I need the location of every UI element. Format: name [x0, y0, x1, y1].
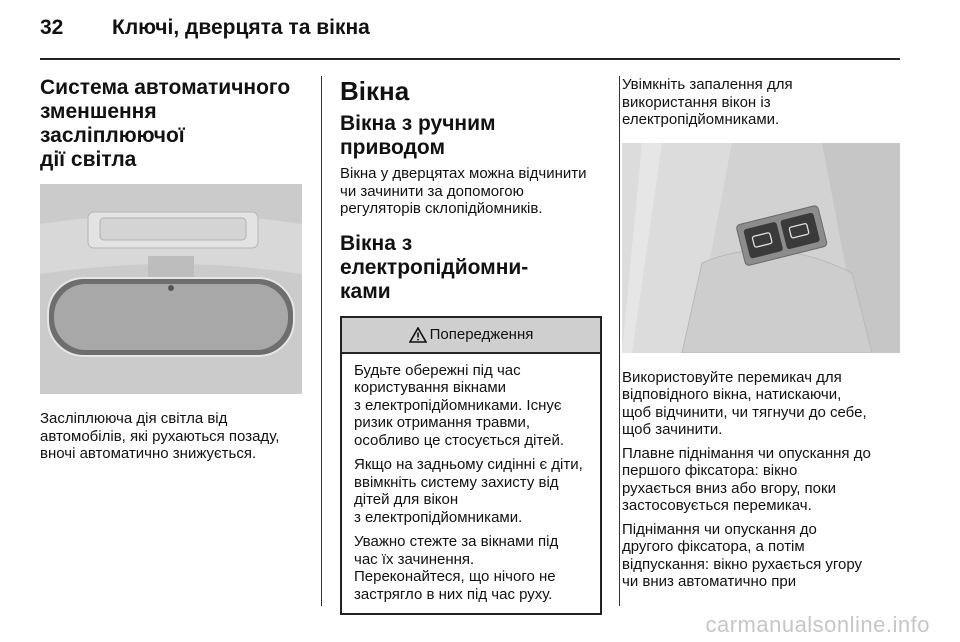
running-title: Ключі, дверцята та вікна [112, 16, 370, 39]
window-switch-illustration [622, 143, 900, 353]
first-detent-text: Плавне піднімання чи опускання до першого фіксатора: вікно рухається вниз або вгору, поки застосовується перемикач. [622, 444, 871, 514]
warning-paragraph: Якщо на задньому сидінні є діти, ввімкніть систему захисту від дітей для вікон з електропідйомниками. [354, 456, 583, 526]
warning-title: Попередження [429, 326, 534, 343]
subsection-title-manual: Вікна з ручним приводом [340, 112, 496, 159]
page-number: 32 [40, 16, 64, 39]
second-detent-text: Піднімання чи опускання до другого фіксатора, а потім відпускання: вікно рухається угору чи вниз автоматично при [622, 520, 863, 590]
column-divider [619, 76, 620, 606]
page-header [40, 16, 370, 50]
chapter-title: Вікна [340, 76, 410, 106]
section-title-mirror: Система автоматичного зменшення засліплюючої дії світла [40, 76, 291, 171]
mirror-description: Засліплююча дія світла від автомобілів, які рухаються позаду, вночі автоматично знижується. [40, 410, 280, 462]
watermark: carmanualsonline.info [705, 612, 930, 637]
mirror-illustration [40, 184, 302, 394]
manual-windows-text: Вікна у дверцятах можна відчинити чи зачинити за допомогою регуляторів склопідйомників. [340, 165, 587, 217]
warning-header [342, 318, 600, 354]
switch-usage-text: Використовуйте перемикач для відповідного вікна, натискаючи, щоб відчинити, чи тягнучи до себе, щоб зачинити. [622, 368, 867, 438]
warning-triangle-icon [409, 327, 427, 343]
column-middle [340, 76, 602, 615]
column-divider [321, 76, 322, 606]
warning-paragraph: Уважно стежте за вікнами під час їх зачинення. Переконайтеся, що нічого не застрягло в них під час руху. [354, 533, 559, 603]
subsection-title-power: Вікна з електропідйомни- ками [340, 231, 529, 303]
warning-box [340, 316, 602, 616]
column-left [40, 76, 302, 463]
header-rule [40, 58, 900, 60]
warning-body [342, 354, 600, 614]
column-right [622, 76, 900, 591]
ignition-text: Увімкніть запалення для використання вікон із електропідйомниками. [622, 76, 793, 128]
warning-paragraph: Будьте обережні під час користування вікнами з електропідйомниками. Існує ризик отримання травми, особливо це стосується дітей. [354, 361, 564, 449]
